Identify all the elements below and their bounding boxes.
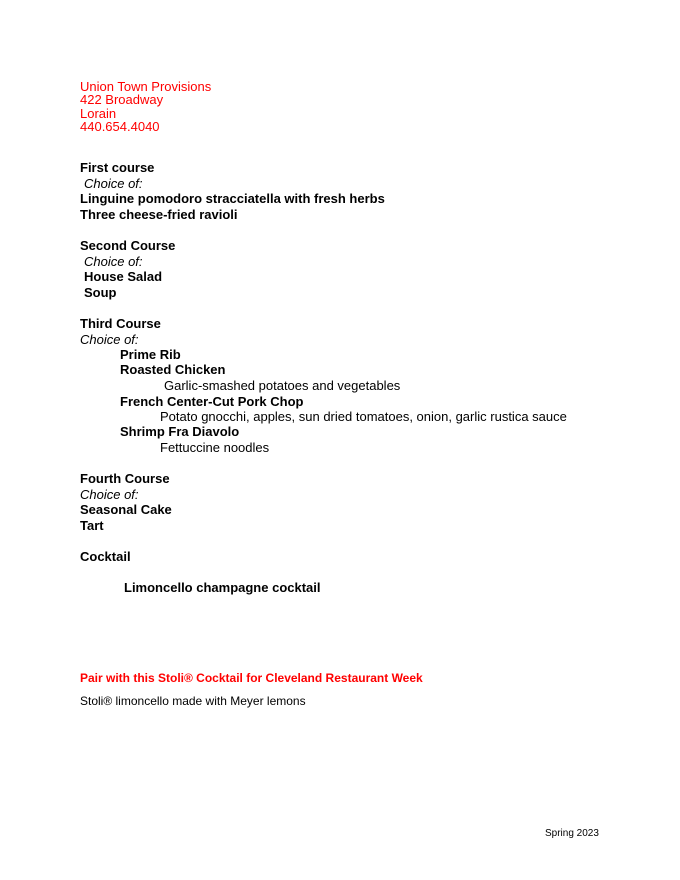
first-course-item: Three cheese-fried ravioli <box>80 207 238 222</box>
first-course-item: Linguine pomodoro stracciatella with fresh herbs <box>80 191 385 206</box>
fourth-course-item: Seasonal Cake <box>80 502 172 517</box>
third-course-item-name: Roasted Chicken <box>120 362 226 377</box>
cocktail-item: Limoncello champagne cocktail <box>124 580 321 595</box>
pairing-description: Stoli® limoncello made with Meyer lemons <box>80 694 306 708</box>
restaurant-street: 422 Broadway <box>80 92 164 107</box>
third-course-item-name: French Center-Cut Pork Chop <box>120 394 304 409</box>
third-course-item-description: Fettuccine noodles <box>160 440 270 455</box>
fourth-course-heading: Fourth Course <box>80 471 170 486</box>
third-course-item-name: Prime Rib <box>120 347 181 362</box>
fourth-course-item: Tart <box>80 518 104 533</box>
third-course-heading: Third Course <box>80 316 161 331</box>
cocktail-heading: Cocktail <box>80 549 131 564</box>
third-course-item-name: Shrimp Fra Diavolo <box>120 424 240 439</box>
second-course-choice-label: Choice of: <box>84 254 143 269</box>
restaurant-phone: 440.654.4040 <box>80 119 160 134</box>
footer-season: Spring 2023 <box>545 828 599 839</box>
second-course-item: House Salad <box>84 269 163 284</box>
first-course-heading: First course <box>80 160 155 175</box>
restaurant-name: Union Town Provisions <box>80 79 212 94</box>
third-course-item-description: Garlic-smashed potatoes and vegetables <box>164 378 401 393</box>
second-course-heading: Second Course <box>80 238 176 253</box>
pairing-heading: Pair with this Stoli® Cocktail for Cleveland Restaurant Week <box>80 671 423 685</box>
second-course-item: Soup <box>84 285 117 300</box>
third-course-choice-label: Choice of: <box>80 332 139 347</box>
restaurant-city: Lorain <box>80 106 117 121</box>
third-course-item-description: Potato gnocchi, apples, sun dried tomatoes, onion, garlic rustica sauce <box>160 409 567 424</box>
fourth-course-choice-label: Choice of: <box>80 487 139 502</box>
first-course-choice-label: Choice of: <box>84 176 143 191</box>
